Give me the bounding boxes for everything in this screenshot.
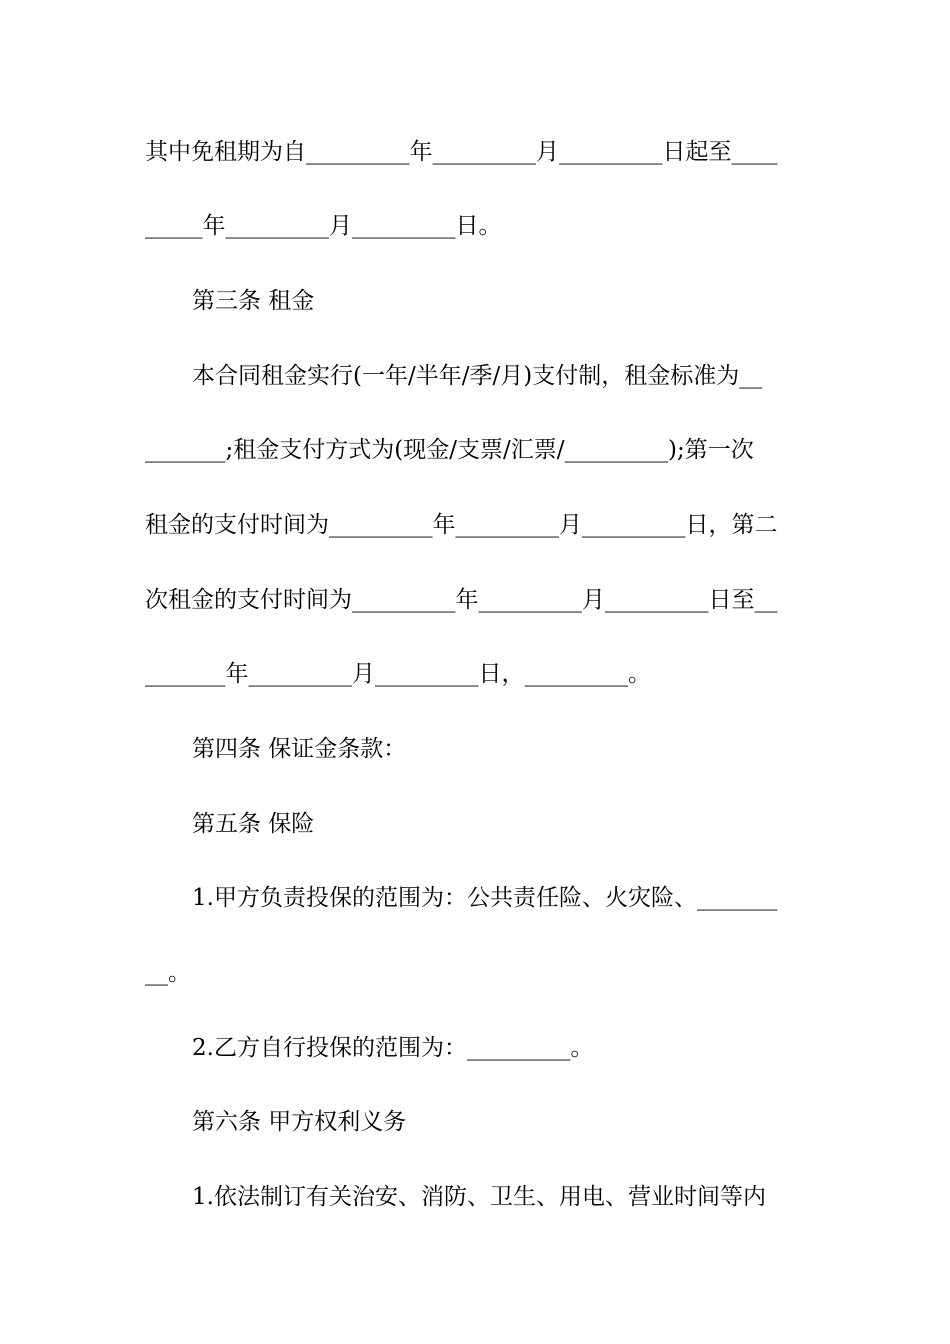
- text-line-rent-free-period: 其中免租期为自_________年_________月_________日起至____: [145, 139, 778, 165]
- article-4-heading: 第四条 保证金条款：: [192, 736, 407, 762]
- text-line-payment-method: _______;租金支付方式为(现金/支票/汇票/_________);第一次: [145, 437, 754, 463]
- text-line-second-payment: 次租金的支付时间为_________年_________月_________日至__: [145, 587, 778, 613]
- article-6-heading: 第六条 甲方权利义务: [192, 1109, 407, 1135]
- text-line-party-a-insurance: 1.甲方负责投保的范围为：公共责任险、火灾险、_______: [192, 885, 778, 911]
- article-5-heading: 第五条 保险: [192, 811, 315, 837]
- text-line-party-a-duties: 1.依法制订有关治安、消防、卫生、用电、营业时间等内: [192, 1184, 766, 1210]
- text-line-first-payment: 租金的支付时间为_________年_________月_________日，第二: [145, 512, 778, 538]
- text-line-rent-system: 本合同租金实行(一年/半年/季/月)支付制，租金标准为__: [192, 363, 763, 389]
- text-line-rent-free-end: _____年_________月_________日。: [145, 213, 502, 239]
- article-3-heading: 第三条 租金: [192, 288, 315, 314]
- text-line-party-a-insurance-end: __。: [145, 960, 191, 986]
- text-line-party-b-insurance: 2.乙方自行投保的范围为：_________。: [192, 1035, 594, 1061]
- text-line-second-payment-end: _______年_________月_________日，_________。: [145, 661, 651, 687]
